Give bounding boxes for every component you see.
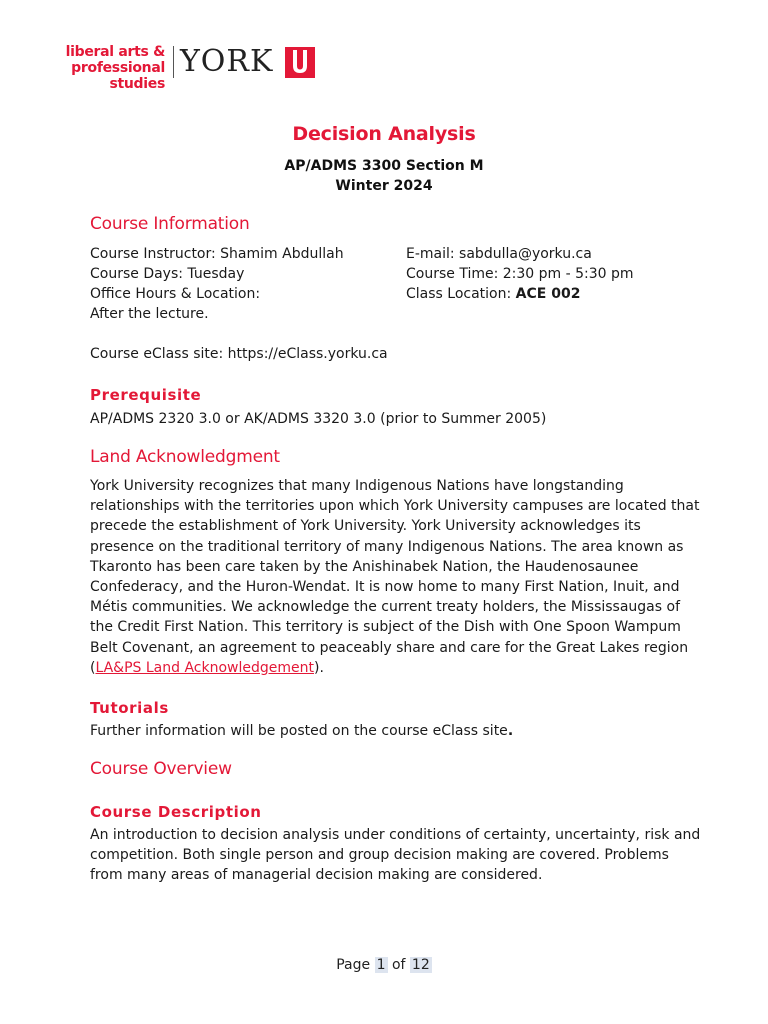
land-acknowledgment-heading: Land Acknowledgment — [90, 447, 280, 467]
land-line-6: Confederacy, and the Huron-Wendat. It is now home to many First Nation, Inuit, and — [90, 579, 680, 596]
faculty-name — [27, 44, 165, 92]
paren-open: ( — [90, 659, 96, 676]
course-overview-heading: Course Overview — [90, 759, 232, 779]
land-line-7: Métis communities. We acknowledge the current treaty holders, the Mississaugas of — [90, 599, 681, 616]
class-location-label: Class Location: — [406, 286, 516, 302]
page-label: Page — [336, 957, 371, 973]
course-description-paragraph — [90, 825, 701, 886]
land-line-2: relationships with the territories upon which York University campuses are located that — [90, 498, 700, 515]
page-title: Decision Analysis — [292, 123, 476, 145]
york-u-mark-icon — [285, 47, 315, 78]
time-line: Course Time: 2:30 pm - 5:30 pm — [406, 266, 634, 282]
land-line-8: the Credit First Nation. This territory is subject of the Dish with One Spoon Wampum — [90, 619, 681, 636]
office-hours-detail: After the lecture. — [90, 306, 209, 322]
course-information-heading: Course Information — [90, 214, 250, 234]
desc-line-3: from many areas of managerial decision making are considered. — [90, 867, 543, 884]
land-line-4: presence on the traditional territory of many Indigenous Nations. The area known as — [90, 538, 684, 555]
term: Winter 2024 — [335, 178, 433, 194]
desc-line-2: competition. Both single person and group decision making are covered. Problems — [90, 847, 669, 864]
tutorials-text-body: Further information will be posted on the course eClass site — [90, 723, 508, 739]
prerequisite-text: AP/ADMS 2320 3.0 or AK/ADMS 3320 3.0 (prior to Summer 2005) — [90, 411, 547, 427]
land-acknowledgment-paragraph — [90, 476, 700, 678]
york-u-mark-letter: U — [299, 61, 301, 62]
land-line-5: Tkaronto has been care taken by the Anishinabek Nation, the Haudenosaunee — [90, 558, 639, 575]
prerequisite-heading: Prerequisite — [90, 386, 202, 404]
instructor-line: Course Instructor: Shamim Abdullah — [90, 246, 344, 262]
land-line-9: Belt Covenant, an agreement to peaceably share and care for the Great Lakes region — [90, 639, 689, 656]
tutorials-text-period: . — [507, 723, 514, 739]
class-location-line — [406, 284, 580, 304]
of-label: of — [391, 957, 406, 973]
land-line-10 — [90, 658, 690, 678]
faculty-name-line1: liberal arts & — [65, 44, 165, 60]
tutorials-heading: Tutorials — [90, 699, 169, 717]
land-line-1: York University recognizes that many Indigenous Nations have longstanding — [90, 478, 624, 494]
paren-close: ). — [313, 659, 324, 676]
page-footer — [0, 957, 768, 973]
faculty-name-line2: professional studies — [71, 60, 165, 92]
course-description-heading: Course Description — [90, 803, 262, 821]
land-line-3: precede the establishment of York University. York University acknowledges its — [90, 518, 641, 535]
eclass-line: Course eClass site: https://eClass.yorku.ca — [90, 346, 388, 362]
days-line: Course Days: Tuesday — [90, 266, 245, 282]
logo-divider — [173, 46, 174, 78]
tutorials-text — [90, 721, 513, 741]
total-page-count[interactable]: 12 — [411, 957, 430, 973]
desc-line-1: An introduction to decision analysis under conditions of certainty, uncertainty, risk and — [90, 827, 701, 843]
course-code: AP/ADMS 3300 Section M — [284, 158, 484, 174]
email-line: E-mail: sabdulla@yorku.ca — [406, 246, 592, 262]
lap-land-acknowledgement-link[interactable]: LA&PS Land Acknowledgement — [95, 659, 314, 676]
office-hours-line: Office Hours & Location: — [90, 286, 261, 302]
york-wordmark: YORK — [180, 44, 274, 79]
class-location-value: ACE 002 — [515, 286, 581, 302]
current-page-number[interactable]: 1 — [376, 957, 386, 973]
